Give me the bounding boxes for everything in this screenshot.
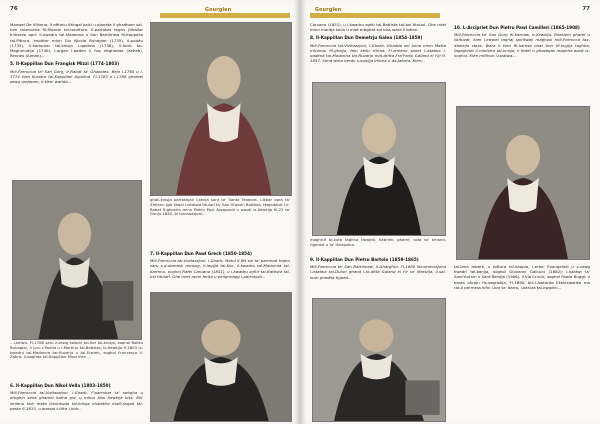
section-5-text: Mill-Parroccia ta' San Gorg, ir-Rabat ta' Ghawdex. Bejn l-1765 u l-1774 kien Kuratur tal-Kappillan Agullina. Fl-1783 u l-1788 ghamel zewg qrejepen, ir-tieni wahda... [10,68,143,85]
header-band-left [160,13,290,18]
portrait-bartolo-figure [313,299,445,421]
page-number-left: 76 [10,6,18,12]
section-10-text: Mill-Parroccia ta' San Gorg fil-Karnaw, ir-Xewkija. Bnesiem gharef u istituzat, kien l-ewwel raghaj spiritwali maghzul mill-Parrocca tax-Xewkija stess. Wara li kien fil-hamsa ohar bnri fil-ingjija taghha, fagaghhet il-ministra tal-knisja, li fedel u ghazaqas maghha waqt ix-xoghol. Kien mifthun l-Istatwa... [454,32,590,59]
portrait-camilleri [456,106,590,260]
right-page [300,0,600,424]
section-6-text: Mill-Parroccia tal-Vizitazzjoni, l-Gharb. F'parrokat ta' sebgha u erbghin sena ghamel hafna gid, u mhux biss Xewkija biss. Ma' zmienu kbir meta ikkonkuda tal-knisja nhalatfra malli-faqad tal-pesta fl-1813, u wassal t-tifra l-kbir... [10,390,143,411]
section-10-text-lower: tal-lima mberk, u pittura tal-kappla, l-erba' Evangelisti u z-zewg kwadri tal-kenija, xoghol Giovanni Gallucci (1882); l-istatwi ta' Sant'Antnin u Sant'Rendja (1906), il-Via Crucis, xoghol Pawla Buggi; u bosta ohrajn fis-sagristija. Fl-1890, bill-l-Awtorita Ekklezjastika ma rat-il permess kifni l-kar ta' barra, l-kaniza tal-kwadru... [454,264,590,290]
section-9 [310,254,446,282]
portrait-bartolo [312,298,446,422]
portrait-mizzi [12,180,142,340]
section-6 [10,380,143,413]
right-column-1 [310,22,446,65]
right-column-2 [454,22,590,60]
section-5-caption: ghall-knisja parrokkjali l-kenja sant ta' Santa Teodora, l-ikbar opra ta' Zmienu ijjar tbqal l-istatwa titulari ta' San Giwann Battista, tkapubbut l-ir-Rabat fl-ghoxrin minn Pietru Paul Azzopardi u wasal ix-Xewkija fil-22 ta' Gunju 1840, bi transazzjoni... [150,197,290,217]
section-7-title: 7. Il-Kappillan Dun Pawl Grech (1850-1854) [150,251,252,256]
section-7-text: Mill-Parroccia tal-Vizitazzjoni, l-Gharb. Matul il-fitt sni ta' parrokat teghu saru s-d-damask minsug, il-legijja tal-Koc, il-kwadru tal-Madonna tal-Karmnu, xoghol Rafel Caruana (1851), u l-kwadru zgħir tal-Battista tal-bxi titulari. Ghe miet minn ferita u pellgrinagg l-parrokjali... [150,258,290,279]
section-7 [150,248,290,281]
page-number-right: 77 [582,6,590,12]
portrait-galea-figure [313,83,445,235]
portrait-camilleri-figure [457,107,589,259]
portrait-mizzi-figure [13,181,141,339]
intro-paragraph: Manwel De Vilhena, li offrielu Ittingal kalci u pjaneta li ghadhom sal-lum mizmuma fil-Muzew tal-Iskultura. Il-parrokat teghu jithallar b'diversi opri: il-kwadru tal-Madonna u San Bartilmew fil-Kappella tal-Pittura, impitter minn Giu Nicola Buhagiar (1735), il-pulptu (1735), il-kampnar tal-knisja l-qadima (1738), il-fonti tal-Maghmudija (1740), l-organ l-qadim li fuq nitghadda (Xeheb), Rennes (Alman)... [10,22,143,59]
section-10-continued [454,264,590,292]
portrait-grech-figure [151,293,291,421]
portrait-grech [150,292,292,422]
section-5-title: 5. Il-Kappillan Dun Frangisk Mizzi (1774-1803) [10,61,120,67]
section-8-title: 8. Il-Kappillan Dun Demetrju Galea (1854-1859) [310,35,423,41]
section-6-title: 6. Il-Kappillan Dun Nikol Vella (1803-1850) [10,383,111,388]
running-title-left: Gourglen [205,8,232,13]
section-8-text: Mill-Parroccia tal-Vizitazzjoni, l-Gharb. Ghadda sni bona minn Matta miczoqu fil-ghejja, fejn kellu rthma. Fl-zmienu sanet l-istatwa l-qadima tal-Madonna tar-Ruzarju mid-dritta Fra'Paolo Galand el Fiji fl-1857. Sena wara berdu s-sqrjijja Irlibira u da-Jabota. Kien... [310,42,446,64]
header-band-right [310,13,440,18]
portrait-galea [312,82,446,236]
portrait-vella [150,22,292,196]
section-9-title: 9. Il-Kappillan Dun Pietru Bartolo (1859-1865) [310,257,419,262]
section-10-title: 10. L-Arcipriet Dun Pietru Pawl Camilleri (1865-1908) [454,25,580,30]
portrait-vella-figure [151,23,291,195]
section-9-text: Mill-Parroccia ta' San Bartilmew, il-Ghargħur. Fl-1860 ikkummissjona l-istatwa tal-Duluri ghand l-id-ditta Galand el Fir ta' Marsilja. Il-sal-kum ghadha tigbed... [310,264,446,280]
section-8-caption: maghruf bl-kuta taghha tiwajeb, habriek, gharef, sida ta' kmand, rigorozt u ta' dixxiplina. [310,237,446,247]
left-column-1 [10,22,143,86]
running-title-right: Gourglen [315,8,342,13]
right-intro-paragraph: Caruana (1851), u l-kwadru zghir tal-Battista tal-bxi titulari. Ghe miet minn mardja kolla u miet erbghat sni biss wara li bdiex. [310,22,446,33]
section-5-continuation: ...l-kelwu. Fl-1788 saru z-zewg kwadri tal-fior tal-knisja, xoghol Rokku Buhagiar, li juru t-Twelid u l-Martirju tal-Battista; ix-Xewkija fl-1803 ix-kwadru tal-Madonna tar-Ruzarju u tal-Erwieh, xoghol Francesco V. Zahra. Il-qaghda tal-Kappillan Mizzi kien ... [10,340,143,360]
